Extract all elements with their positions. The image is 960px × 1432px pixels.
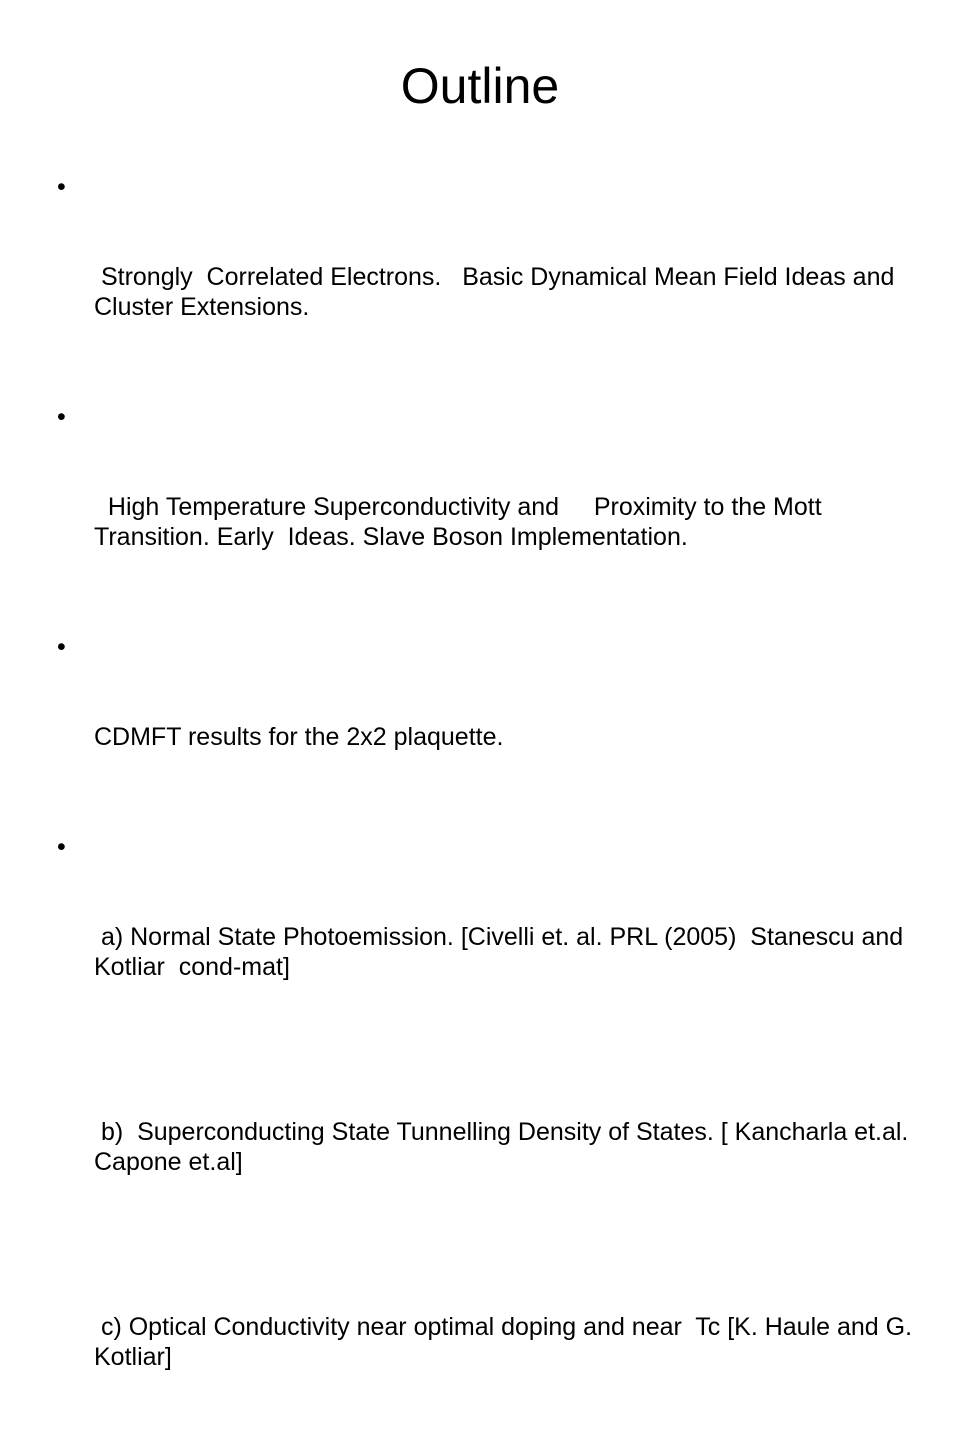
list-item-continuation — [57, 1252, 917, 1432]
list-item-text: High Temperature Superconductivity and Proximity to the Mott Transition. Early Ideas. Slave Boson Implementation. — [94, 493, 829, 551]
bullet-icon: • — [57, 403, 66, 431]
bullet-icon: • — [57, 833, 66, 861]
list-item-text: a) Normal State Photoemission. [Civelli et. al. PRL (2005) Stanescu and Kotliar cond-mat] — [94, 923, 911, 981]
list-item — [57, 402, 917, 612]
slide-body — [57, 172, 923, 1432]
bullet-icon: • — [57, 633, 66, 661]
bullet-icon: • — [57, 173, 66, 201]
list-item — [57, 632, 917, 812]
list-item — [57, 832, 917, 1042]
list-item-text: c) Optical Conductivity near optimal doping and near Tc [K. Haule and G. Kotliar] — [94, 1313, 919, 1371]
list-item-text: b) Superconducting State Tunnelling Density of States. [ Kancharla et.al. Capone et.al] — [94, 1118, 916, 1176]
list-item-continuation — [57, 1057, 917, 1237]
list-item-text: Strongly Correlated Electrons. Basic Dynamical Mean Field Ideas and Cluster Extensions. — [94, 263, 923, 321]
slide-title: Outline — [400, 58, 560, 114]
list-item-text: CDMFT results for the 2x2 plaquette. — [94, 723, 504, 751]
list-item — [57, 172, 923, 382]
